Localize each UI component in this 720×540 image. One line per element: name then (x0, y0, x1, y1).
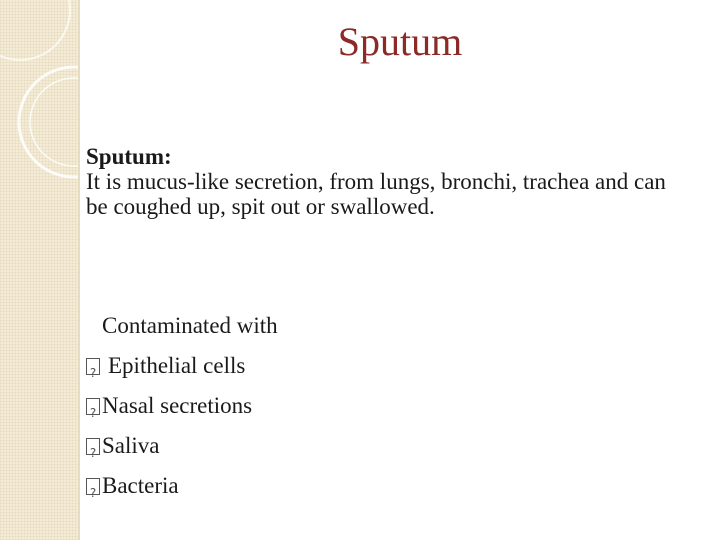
decorative-circles (0, 0, 78, 540)
missing-glyph-box-icon (86, 358, 100, 375)
definition-block (86, 144, 686, 219)
decorative-side-band (0, 0, 78, 540)
definition-heading: Sputum: (86, 144, 172, 169)
list-item-label: Nasal secretions (102, 393, 253, 418)
missing-glyph-box-icon (86, 438, 100, 455)
list-item (86, 426, 586, 466)
list-item-label: Bacteria (102, 473, 179, 498)
list-item-label: Epithelial cells (108, 353, 246, 378)
list-item-label: Saliva (102, 433, 160, 458)
contaminants-list (86, 306, 586, 506)
missing-glyph-box-icon (86, 398, 100, 415)
list-item (86, 466, 586, 506)
slide-title: Sputum (337, 19, 463, 64)
side-band-edge (78, 0, 80, 540)
list-item (86, 386, 586, 426)
definition-text: It is mucus-like secretion, from lungs, bronchi, trachea and can be coughed up, spit out or swallowed. (86, 169, 666, 219)
list-item (86, 346, 586, 386)
list-intro: Contaminated with (102, 313, 278, 338)
missing-glyph-box-icon (86, 478, 100, 495)
